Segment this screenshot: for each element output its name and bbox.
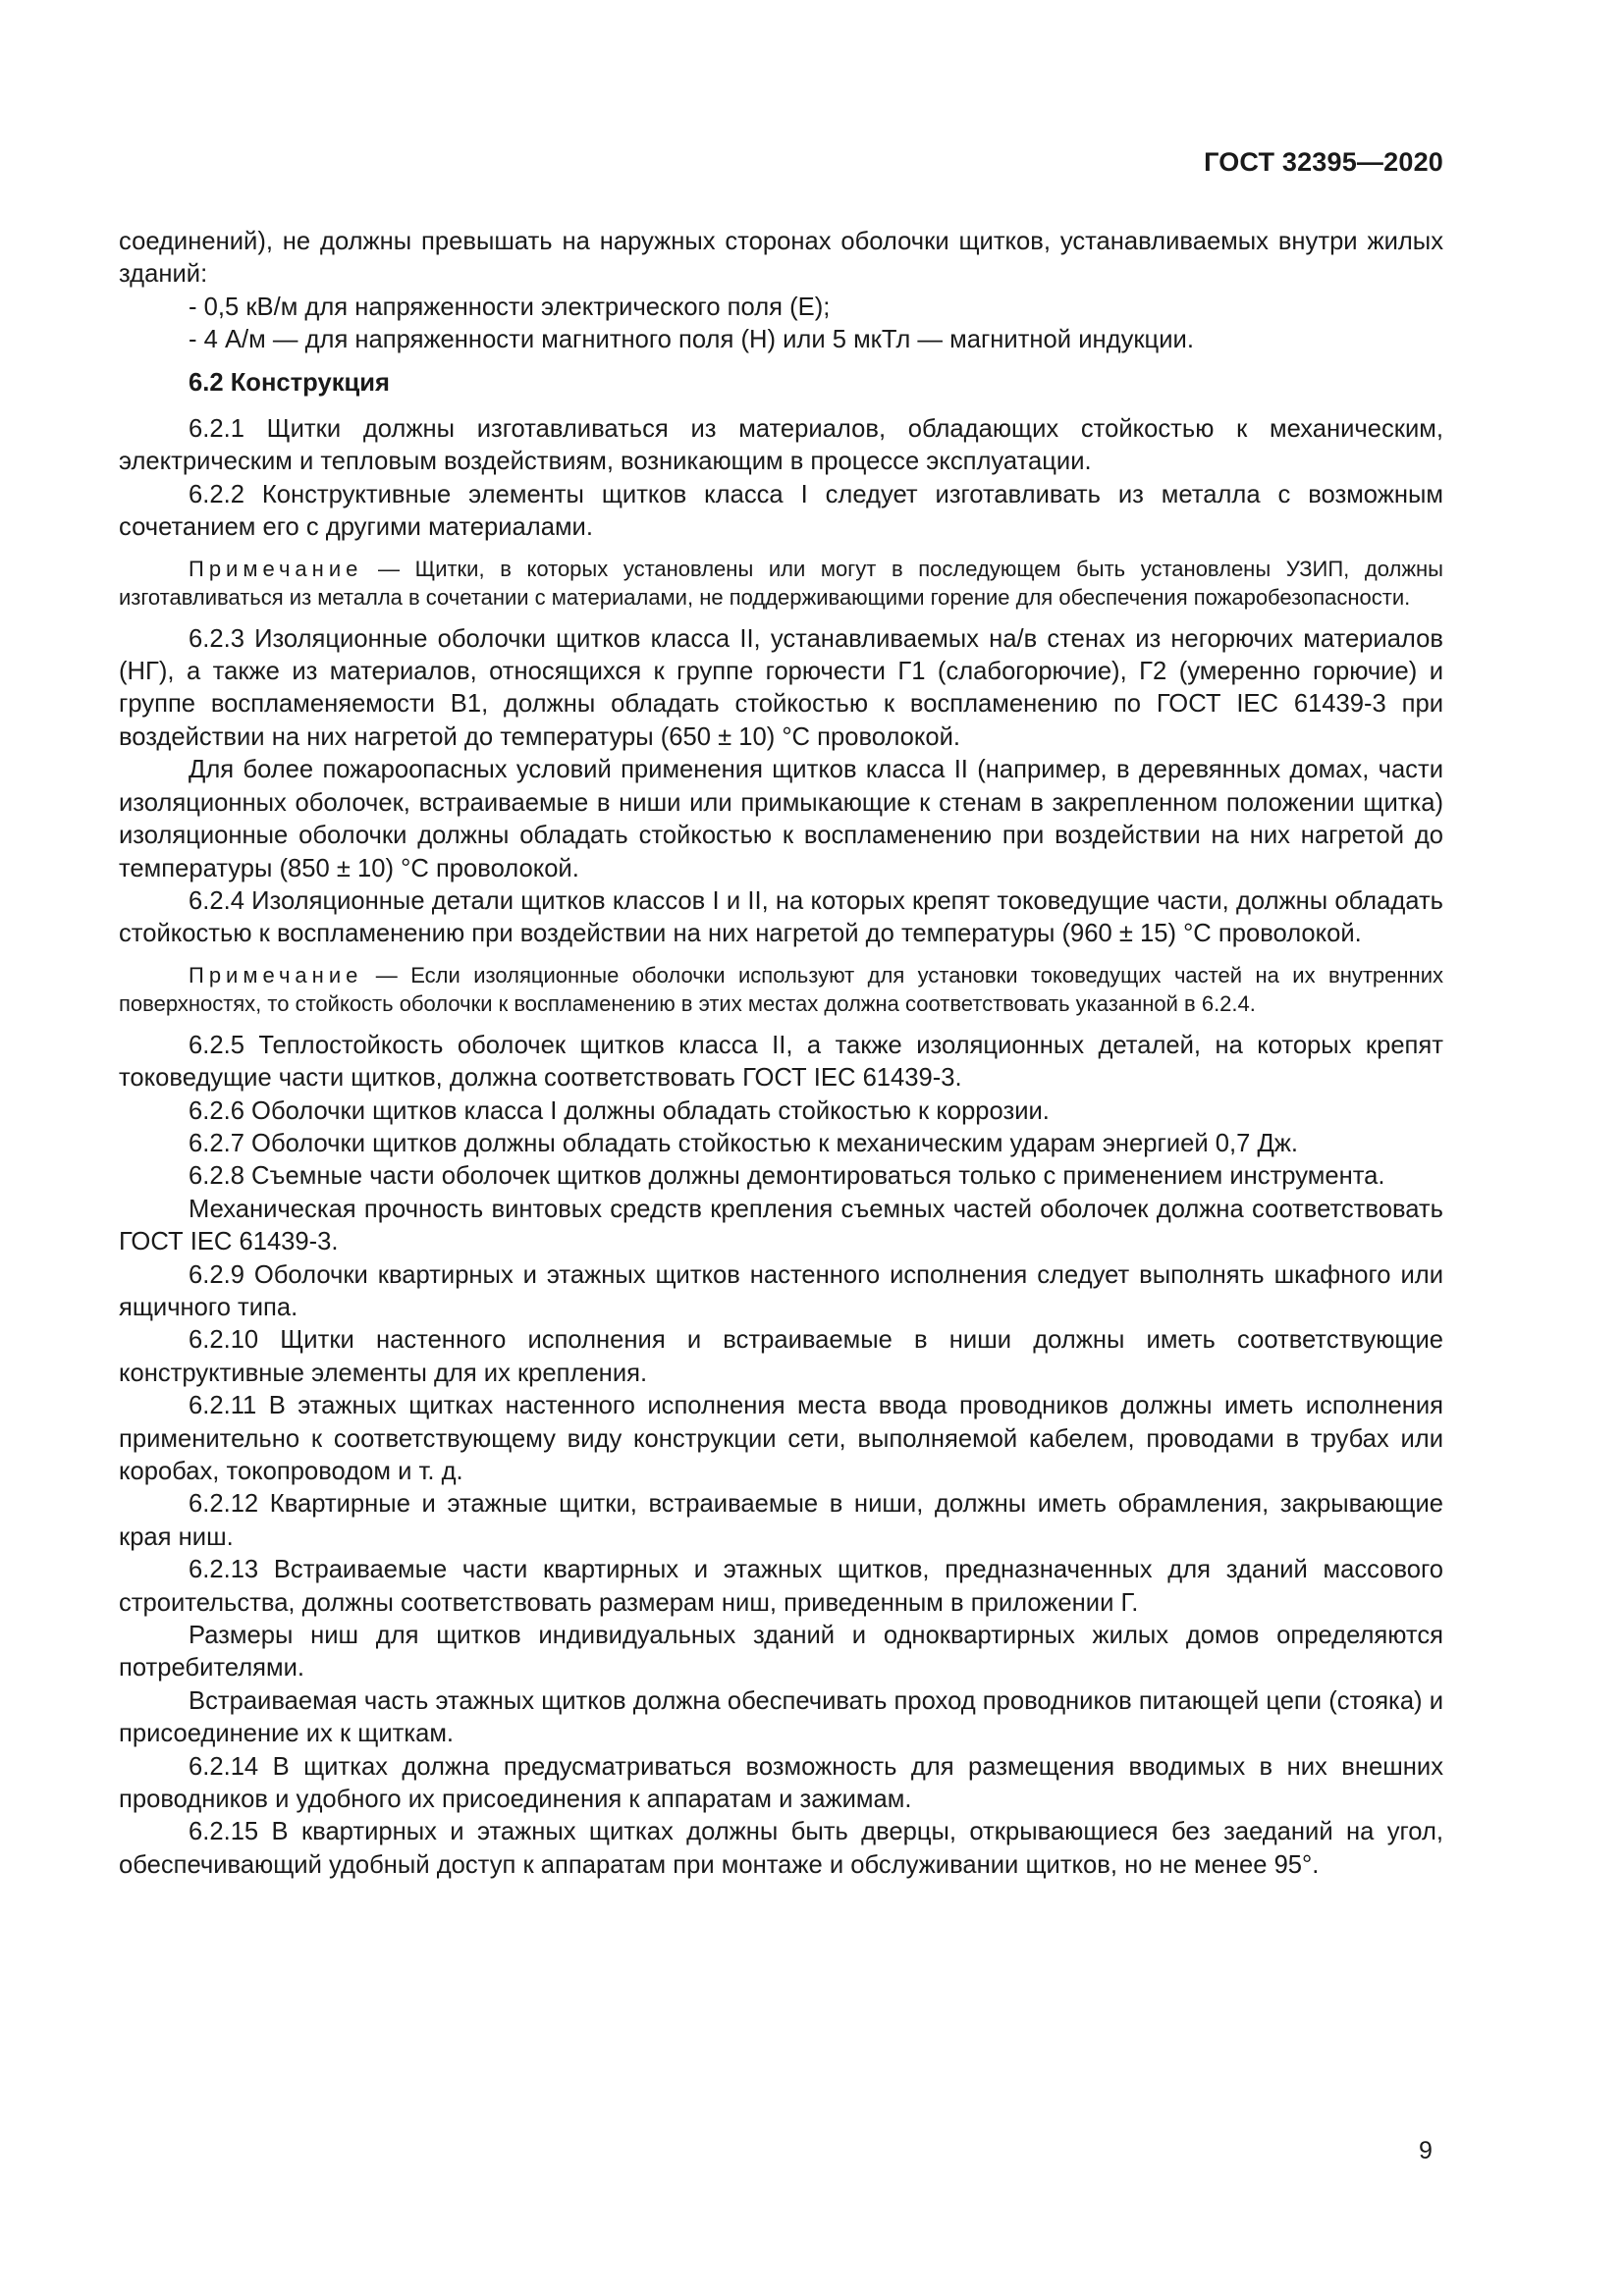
clause-6-2-11: 6.2.11 В этажных щитках настенного исполнения места ввода проводников должны иметь исполнения применительно к соответствующему виду конструкции сети, выполняемой кабелем, проводами в трубах или коробах, токопроводом и т. д. (119, 1392, 1443, 1485)
clause-6-2-3-continued: Для более пожароопасных условий применения щитков класса II (например, в деревянных домах, части изоляционных оболочек, встраиваемые в ниши или примыкающие к стенам в закрепленном положении щитка) изоляционные оболочки должны обладать стойкостью к воспламенению при воздействии на них нагретой до температуры (850 ± 10) °С проволокой. (119, 756, 1443, 882)
document-body (119, 226, 1443, 1882)
clause-6-2-8-continued: Механическая прочность винтовых средств крепления съемных частей оболочек должна соответствовать ГОСТ IEC 61439-3. (119, 1195, 1443, 1256)
note-1 (119, 555, 1443, 612)
clause-6-2-9: 6.2.9 Оболочки квартирных и этажных щитков настенного исполнения следует выполнять шкафного или ящичного типа. (119, 1260, 1443, 1321)
document-header: ГОСТ 32395—2020 (1204, 147, 1443, 177)
clause-6-2-10: 6.2.10 Щитки настенного исполнения и встраиваемые в ниши должны иметь соответствующие конструктивные элементы для их крепления. (119, 1326, 1443, 1387)
section-title: 6.2 Конструкция (189, 368, 390, 397)
note-2 (119, 961, 1443, 1018)
intro-paragraph: соединений), не должны превышать на наружных сторонах оболочки щитков, устанавливаемых внутри жилых зданий: (119, 228, 1443, 289)
clause-6-2-5: 6.2.5 Теплостойкость оболочек щитков класса II, а также изоляционных деталей, на которых крепят токоведущие части щитков, должна соответствовать ГОСТ IEC 61439-3. (119, 1031, 1443, 1093)
clause-6-2-1: 6.2.1 Щитки должны изготавливаться из материалов, обладающих стойкостью к механическим, электрическим и тепловым воздействиям, возникающим в процессе эксплуатации. (119, 415, 1443, 476)
clause-6-2-8: 6.2.8 Съемные части оболочек щитков должны демонтироваться только с применением инструмента. (189, 1162, 1385, 1191)
clause-6-2-6: 6.2.6 Оболочки щитков класса I должны обладать стойкостью к коррозии. (189, 1096, 1050, 1125)
clause-6-2-13-continued: Размеры ниш для щитков индивидуальных зданий и одноквартирных жилых домов определяются потребителями. (119, 1622, 1443, 1682)
clause-6-2-12: 6.2.12 Квартирные и этажные щитки, встраиваемые в ниши, должны иметь обрамления, закрывающие края ниш. (119, 1490, 1443, 1551)
clause-6-2-4: 6.2.4 Изоляционные детали щитков классов I и II, на которых крепят токоведущие части, должны обладать стойкостью к воспламенению при воздействии на них нагретой до температуры (960 ± 15) °С проволокой. (119, 886, 1443, 948)
note-label: Примечание (189, 556, 363, 581)
note-label: Примечание (189, 962, 363, 988)
clause-6-2-14: 6.2.14 В щитках должна предусматриваться возможность для размещения вводимых в них внешних проводников и удобного их присоединения к аппаратам и зажимам. (119, 1752, 1443, 1814)
note-text: — Если изоляционные оболочки используют для установки токоведущих частей на их внутренних поверхностях, то стойкость оболочки к воспламенению в этих местах должна соответствовать указанной в 6.2.4. (119, 962, 1443, 1016)
clause-6-2-15: 6.2.15 В квартирных и этажных щитках должны быть дверцы, открывающиеся без заеданий на угол, обеспечивающий удобный доступ к аппаратам при монтаже и обслуживании щитков, но не менее 95°. (119, 1818, 1443, 1879)
clause-6-2-7: 6.2.7 Оболочки щитков должны обладать стойкостью к механическим ударам энергией 0,7 Дж. (189, 1129, 1299, 1157)
note-text: — Щитки, в которых установлены или могут в последующем быть установлены УЗИП, должны изготавливаться из металла в сочетании с материалами, не поддерживающими горение для обеспечения пожаробезопасности. (119, 556, 1443, 610)
clause-6-2-3: 6.2.3 Изоляционные оболочки щитков класса II, устанавливаемых на/в стенах из негорючих материалов (НГ), а также из материалов, относящихся к группе горючести Г1 (слабогорючие), Г2 (умеренно горючие) и группе воспламеняемости В1, должны обладать стойкостью к воспламенению по ГОСТ IEC 61439-3 при воздействии на них нагретой до температуры (650 ± 10) °С проволокой. (119, 624, 1443, 751)
clause-6-2-13-continued: Встраиваемая часть этажных щитков должна обеспечивать проход проводников питающей цепи (стояка) и присоединение их к щиткам. (119, 1686, 1443, 1748)
page-number: 9 (1419, 2137, 1433, 2164)
list-item: - 0,5 кВ/м для напряженности электрического поля (Е); (189, 293, 831, 321)
clause-6-2-2: 6.2.2 Конструктивные элементы щитков класса I следует изготавливать из металла с возможным сочетанием его с другими материалами. (119, 480, 1443, 542)
clause-6-2-13: 6.2.13 Встраиваемые части квартирных и этажных щитков, предназначенных для зданий массового строительства, должны соответствовать размерам ниш, приведенным в приложении Г. (119, 1556, 1443, 1617)
list-item: - 4 А/м — для напряженности магнитного поля (Н) или 5 мкТл — магнитной индукции. (189, 326, 1194, 354)
